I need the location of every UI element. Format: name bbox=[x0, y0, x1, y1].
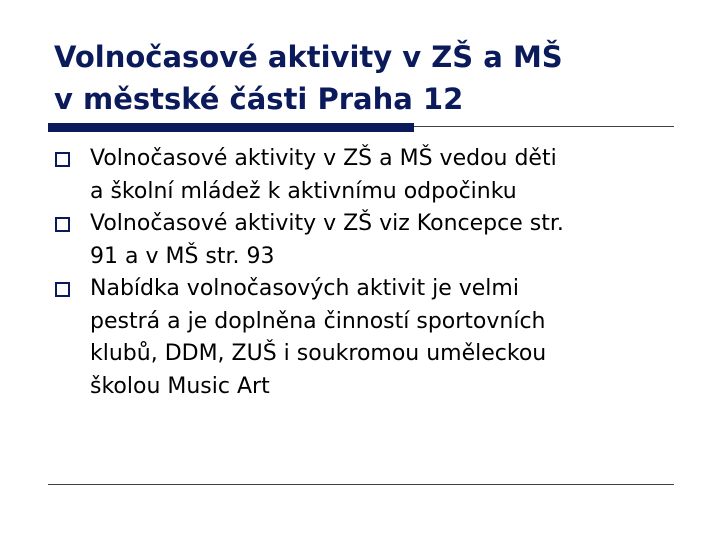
bullet-text-line: Volnočasové aktivity v ZŠ a MŠ vedou děti bbox=[90, 146, 557, 171]
bullet-text-line: a školní mládež k aktivnímu odpočinku bbox=[90, 178, 517, 204]
title-divider-accent bbox=[48, 123, 414, 132]
hollow-square-bullet-icon bbox=[55, 282, 70, 297]
footer-divider bbox=[48, 484, 674, 485]
bullet-text-line: Nabídka volnočasových aktivit je velmi bbox=[90, 276, 519, 301]
bullet-text-line: 91 a v MŠ str. 93 bbox=[90, 243, 275, 269]
bullet-list bbox=[54, 143, 694, 403]
bullet-item bbox=[54, 143, 694, 208]
bullet-item bbox=[54, 273, 694, 403]
bullet-text-line: pestrá a je doplněna činností sportovních bbox=[90, 308, 546, 334]
slide-title bbox=[54, 36, 694, 120]
bullet-item bbox=[54, 208, 694, 273]
bullet-text-line: klubů, DDM, ZUŠ i soukromou uměleckou bbox=[90, 341, 547, 366]
hollow-square-bullet-icon bbox=[55, 217, 70, 232]
hollow-square-bullet-icon bbox=[55, 152, 70, 167]
slide-title-line: Volnočasové aktivity v ZŠ a MŠ bbox=[54, 40, 563, 74]
bullet-text-line: Volnočasové aktivity v ZŠ viz Koncepce str. bbox=[90, 211, 564, 236]
bullet-text-line: školou Music Art bbox=[90, 373, 270, 399]
slide-title-line: v městské části Praha 12 bbox=[54, 82, 464, 116]
